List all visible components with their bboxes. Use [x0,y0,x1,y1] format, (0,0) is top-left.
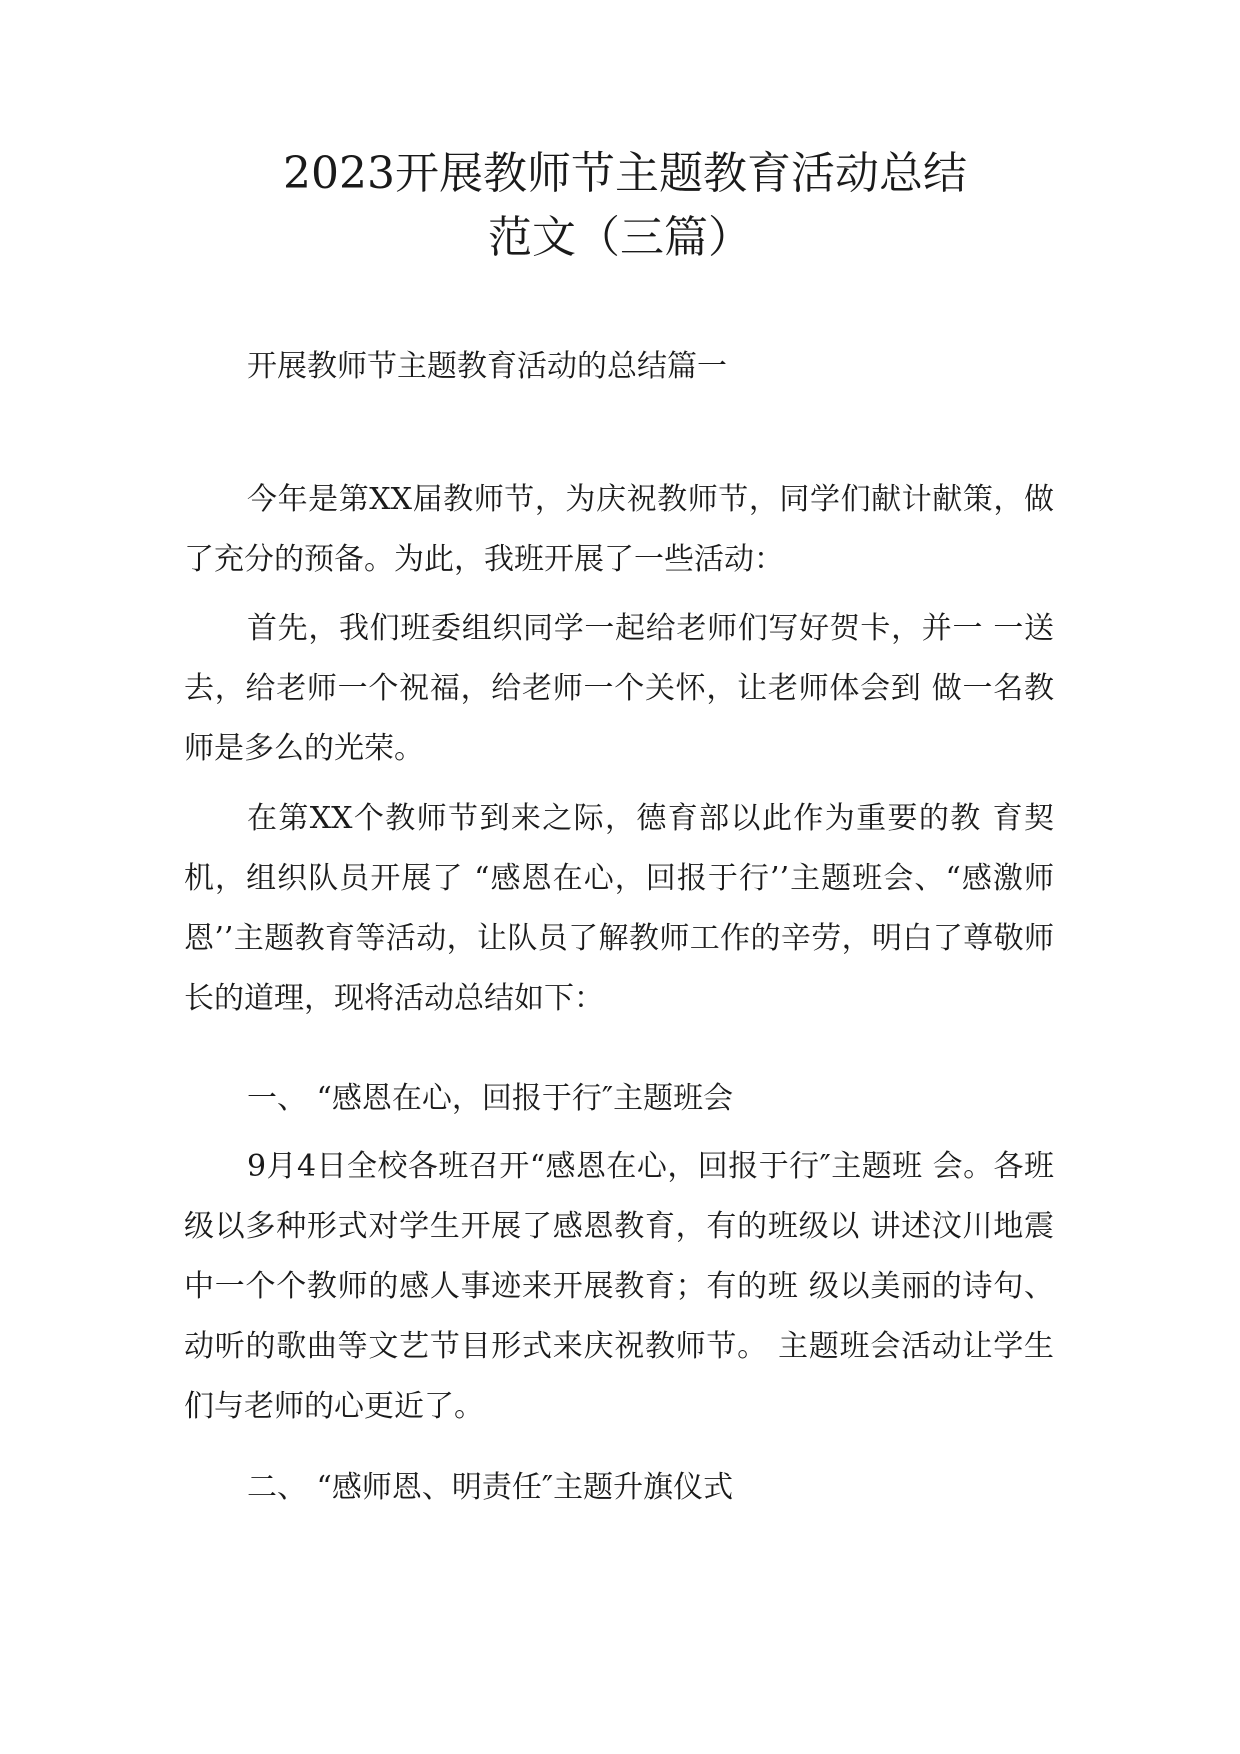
subsection-heading-1: 一、 “感恩在心，回报于行″主题班会 [247,1081,734,1116]
document-title-line-1: 2023开展教师节主题教育活动总结 [283,148,967,199]
section-heading: 开展教师节主题教育活动的总结篇一 [247,349,727,384]
paragraph-4: 9月4日全校各班召开“感恩在心，回报于行″主题班 会。各班级以多种形式对学生开展了感恩教育，有的班级以 讲述汶川地震中一个个教师的感人事迹来开展教育；有的班 级以美丽的诗句、动听的歌曲等文艺节目形式来庆祝教师节。 主题班会活动让学生们与老师的心更近了。 [184,1149,1054,1424]
document-title-line-2: 范文（三篇） [488,212,752,263]
subsection-heading-2: 二、 “感师恩、明责任″主题升旗仪式 [247,1470,734,1505]
paragraph-1: 今年是第XX届教师节，为庆祝教师节，同学们献计献策，做了充分的预备。为此，我班开展了一些活动： [184,482,1054,577]
paragraph-3: 在第XX个教师节到来之际，德育部以此作为重要的教 育契机，组织队员开展了 “感恩在心，回报于行’’主题班会、“感激师恩’’主题教育等活动，让队员了解教师工作的辛劳，明白了尊敬师长的道理，现将活动总结如下： [184,801,1054,1016]
paragraph-2: 首先，我们班委组织同学一起给老师们写好贺卡，并一 一送去，给老师一个祝福，给老师一个关怀，让老师体会到 做一名教师是多么的光荣。 [184,611,1054,766]
